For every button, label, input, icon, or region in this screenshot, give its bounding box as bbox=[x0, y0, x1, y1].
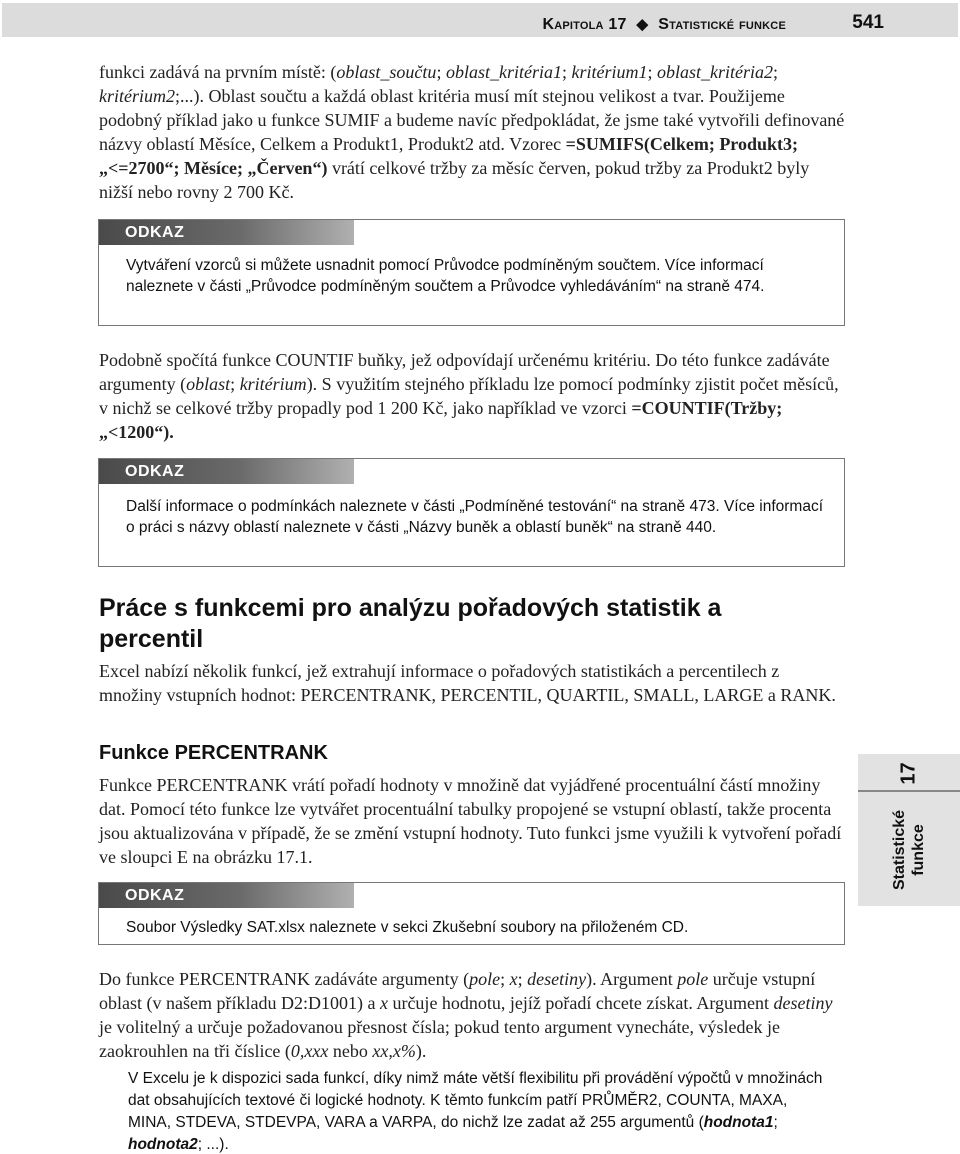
paragraph-percentrank: Funkce PERCENTRANK vrátí pořadí hodnoty v množině dat vyjádřené procentuální částí množiny dat. Pomocí této funkce lze vytvářet procentuální tabulky propojené se vstupní oblastí, takže procenta jsou aktualizována v případě, že se změní vstupní hodnoty. Tuto funkci jsme využili k vytvoření pořadí ve sloupci E na obrázku 17.1. bbox=[99, 775, 842, 867]
reference-label: ODKAZ bbox=[99, 220, 354, 245]
argument-name: x bbox=[509, 969, 518, 989]
argument-name: desetiny bbox=[773, 993, 833, 1013]
text-run: ; bbox=[517, 969, 528, 989]
paragraph-arguments bbox=[99, 967, 845, 1063]
side-tab-number-text: 17 bbox=[897, 761, 920, 785]
argument-name: pole bbox=[677, 969, 709, 989]
page-number: 541 bbox=[852, 12, 884, 33]
text-run: Podobně spočítá funkce COUNTIF buňky, jež odpovídají určenému kritériu. Do této funkce zadáváte argumenty ( bbox=[99, 350, 830, 394]
text-run: nebo bbox=[328, 1041, 373, 1061]
reference-label: ODKAZ bbox=[99, 459, 354, 484]
text-run: vrátí celkové tržby za měsíc červen, pokud tržby za Produkt2 byly nižší nebo rovny 2 700 Kč. bbox=[99, 158, 810, 202]
reference-text: Další informace o podmínkách naleznete v části „Podmíněné testování“ na straně 473. Více informací o práci s názvy oblastí naleznete v části „Názvy buněk a oblastí buněk“ na straně 440. bbox=[126, 498, 824, 536]
argument-name: oblast_součtu bbox=[336, 62, 437, 82]
text-run: ). bbox=[415, 1041, 427, 1061]
section-heading: Práce s funkcemi pro analýzu pořadových statistik a percentil bbox=[99, 594, 722, 653]
reference-label: ODKAZ bbox=[99, 883, 354, 908]
argument-name: oblast_kritéria2 bbox=[656, 62, 773, 82]
subheading-percentrank: Funkce PERCENTRANK bbox=[99, 742, 328, 764]
text-run: ; bbox=[772, 62, 778, 82]
formula-example: =SUMIFS(Celkem; Produkt3; „<=2700“; Měsíce; „Červen“) bbox=[99, 134, 798, 178]
text-run: určuje hodnotu, jejíž pořadí chcete získat. Argument bbox=[387, 993, 774, 1013]
argument-name: oblast bbox=[186, 374, 231, 394]
side-tab-line1: Statistické bbox=[890, 809, 908, 891]
argument-name: x bbox=[379, 993, 388, 1013]
side-tab-divider bbox=[858, 790, 960, 792]
text-run: ; bbox=[773, 1114, 778, 1131]
text-run: ;...). Oblast součtu a každá oblast kritéria musí mít stejnou velikost a tvar. Použijeme podobný příklad jako u funkce SUMIF a budeme navíc předpokládat, že jsme také vytvořili definované názvy oblastí Měsíce, Celkem a Produkt1, Produkt2 atd. Vzorec bbox=[99, 86, 845, 154]
chapter-label: Kapitola 17 bbox=[542, 16, 627, 33]
format-example: 0,xxx bbox=[290, 1041, 329, 1061]
text-run: V Excelu je k dispozici sada funkcí, díky nimž máte větší flexibilitu při provádění výpočtů v množinách dat obsahujících textové či logické hodnoty. K těmto funkcím patří PRŮMĚR2, COUNTA, MAXA, MINA, STDEVA, STDEVPA, VARA a VARPA, do nichž lze zadat až 255 argumentů ( bbox=[128, 1070, 823, 1131]
text-run: určuje vstupní oblast (v našem příkladu D2:D1001) a bbox=[99, 969, 816, 1013]
text-run: funkci zadává na prvním místě: ( bbox=[99, 62, 337, 82]
argument-name: pole bbox=[469, 969, 501, 989]
paragraph-sumifs bbox=[99, 60, 845, 204]
reference-text: Vytváření vzorců si můžete usnadnit pomocí Průvodce podmíněným součtem. Více informací naleznete v části „Průvodce podmíněným součtem a Průvodce vyhledáváním“ na straně 474. bbox=[126, 257, 765, 295]
reference-text: Soubor Výsledky SAT.xlsx naleznete v sekci Zkušební soubory na přiloženém CD. bbox=[126, 919, 689, 936]
formula-example: =COUNTIF(Tržby; „<1200“). bbox=[99, 398, 783, 442]
argument-name: desetiny bbox=[527, 969, 587, 989]
text-run: ; bbox=[436, 62, 446, 82]
argument-name: hodnota2 bbox=[128, 1136, 198, 1153]
running-header bbox=[2, 3, 958, 37]
format-example: xx,x% bbox=[372, 1041, 416, 1061]
argument-name: oblast_kritéria1 bbox=[445, 62, 562, 82]
text-run: ; bbox=[500, 969, 510, 989]
reference-box bbox=[98, 458, 845, 567]
chapter-side-tab bbox=[858, 754, 960, 906]
text-run: Do funkce PERCENTRANK zadáváte argumenty ( bbox=[99, 969, 470, 989]
side-tab-number bbox=[858, 754, 960, 792]
argument-name: kritérium2 bbox=[99, 86, 175, 106]
text-run: je volitelný a určuje požadovanou přesnost čísla; pokud tento argument vynecháte, výsledek je zaokrouhlen na tři číslice ( bbox=[99, 1017, 780, 1061]
side-tab-title-text bbox=[890, 810, 928, 890]
text-run: ). Argument bbox=[586, 969, 678, 989]
tip-paragraph bbox=[128, 1068, 828, 1154]
reference-box bbox=[98, 219, 845, 326]
text-run: ). S využitím stejného příkladu lze pomocí podmínky zjistit počet měsíců, v nichž se celkové tržby propadly pod 1 200 Kč, jako například ve vzorci bbox=[99, 374, 839, 418]
text-run: ; bbox=[230, 374, 240, 394]
diamond-icon: ◆ bbox=[636, 16, 649, 33]
section-label: Statistické funkce bbox=[658, 16, 786, 33]
side-tab-line2: funkce bbox=[909, 824, 927, 876]
text-run: ; bbox=[561, 62, 572, 82]
side-tab-title bbox=[858, 794, 960, 906]
reference-box bbox=[98, 882, 845, 945]
argument-name: kritérium1 bbox=[571, 62, 648, 82]
text-run: ; bbox=[647, 62, 657, 82]
paragraph-intro: Excel nabízí několik funkcí, jež extrahují informace o pořadových statistikách a percentilech z množiny vstupních hodnot: PERCENTRANK, PERCENTIL, QUARTIL, SMALL, LARGE a RANK. bbox=[99, 661, 836, 705]
argument-name: hodnota1 bbox=[703, 1114, 774, 1131]
paragraph-countif bbox=[99, 348, 845, 444]
text-run: ; ...). bbox=[197, 1136, 229, 1153]
argument-name: kritérium bbox=[239, 374, 307, 394]
running-head-title bbox=[542, 15, 786, 34]
